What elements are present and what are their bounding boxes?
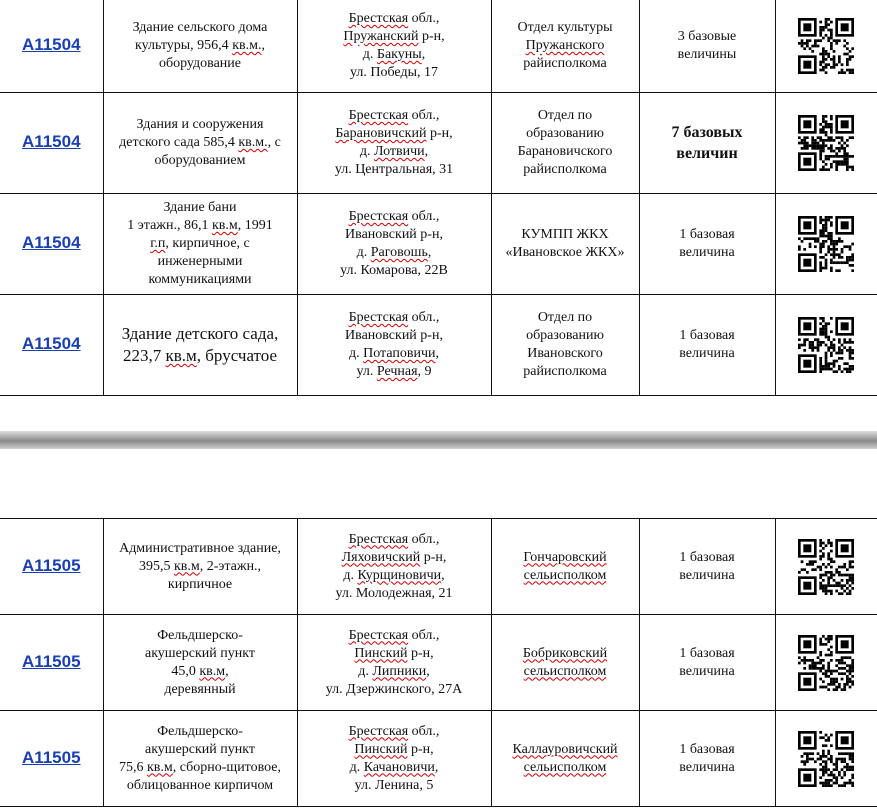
owner-line: Бобриковский — [522, 645, 608, 661]
owner-line: Отдел по — [537, 310, 593, 325]
owner-line: образованию — [526, 126, 604, 141]
object-description-cell — [103, 615, 297, 711]
address-line: ул. Ленина, 5 — [354, 777, 434, 793]
object-description-line: Фельдшерско- — [157, 627, 243, 643]
address-line: д. Курщиновичи, — [343, 567, 445, 583]
object-description-line: Здание бани — [163, 200, 237, 215]
owner-line: Барановичского — [517, 144, 613, 159]
qr-cell — [775, 93, 877, 194]
price-line: величина — [679, 346, 735, 361]
object-description-line: Фельдшерско- — [157, 723, 243, 739]
qr-code-icon — [798, 115, 854, 171]
address-line: Брестская обл., — [348, 531, 440, 547]
qr-code-icon — [798, 317, 854, 373]
object-description-line: Административное здание, — [119, 540, 281, 556]
table-row — [0, 93, 877, 194]
owner-line: Гончаровский — [523, 549, 607, 565]
address-cell — [297, 295, 491, 396]
price-line: 1 базовая — [679, 328, 735, 343]
object-description-line: Здания и сооружения — [136, 117, 264, 132]
lot-code-link[interactable]: A11504 — [21, 233, 81, 252]
address-line: Ляховичский р-н, — [341, 549, 447, 565]
price-line: 7 базовых — [671, 124, 743, 141]
table-row — [0, 519, 877, 615]
owner-line: сельисполком — [523, 663, 607, 679]
table-row — [0, 615, 877, 711]
lot-code-link[interactable]: A11505 — [21, 555, 81, 575]
qr-cell — [775, 295, 877, 396]
object-description-cell — [103, 194, 297, 295]
lot-code-cell — [0, 295, 103, 396]
address-line: д. Качановичи, — [349, 759, 439, 775]
object-description-cell — [103, 711, 297, 807]
address-cell — [297, 615, 491, 711]
address-line: д. Потаповичи, — [349, 346, 439, 361]
lot-code-link[interactable]: A11504 — [21, 35, 81, 54]
owner-line: сельисполком — [523, 759, 607, 775]
address-cell — [297, 711, 491, 807]
price-cell — [639, 615, 775, 711]
address-line: Ивановский р-н, — [345, 328, 443, 343]
owner-cell — [491, 0, 639, 93]
object-description-line: акушерский пункт — [144, 741, 256, 757]
owner-line: райисполкома — [523, 162, 607, 177]
address-cell — [297, 93, 491, 194]
address-cell — [297, 0, 491, 93]
address-line: Пинский р-н, — [354, 741, 434, 757]
address-line: д. Липники, — [358, 663, 430, 679]
listing-table-2 — [0, 518, 877, 807]
table-body-2 — [0, 519, 877, 807]
price-cell — [639, 0, 775, 93]
address-line: ул. Комарова, 22В — [340, 263, 448, 278]
address-line: д. Лотвичи, — [359, 144, 429, 159]
price-line: 1 базовая — [679, 645, 735, 661]
table-row — [0, 194, 877, 295]
address-line: ул. Центральная, 31 — [334, 162, 454, 177]
owner-line: «Ивановское ЖКХ» — [505, 245, 625, 260]
address-line: Брестская обл., — [348, 310, 440, 325]
address-line: ул. Речная, 9 — [356, 364, 432, 379]
price-line: величина — [679, 245, 735, 260]
lot-code-cell — [0, 0, 103, 93]
object-description-line: культуры, 956,4 кв.м., — [135, 38, 265, 53]
price-line: величины — [677, 47, 737, 62]
table-row — [0, 295, 877, 396]
object-description-line: Здание детского сада, — [121, 324, 279, 343]
owner-line: Отдел культуры — [517, 20, 613, 35]
owner-line: Пружанского — [525, 38, 605, 53]
object-description-line: 1 этажн., 86,1 кв.м, 1991 — [127, 218, 273, 233]
owner-cell — [491, 711, 639, 807]
owner-line: Ивановского — [527, 346, 603, 361]
table-body-1 — [0, 0, 877, 396]
object-description-cell — [103, 93, 297, 194]
object-description-line: облицованное кирпичом — [126, 777, 274, 793]
price-line: величина — [679, 567, 735, 583]
lot-code-cell — [0, 519, 103, 615]
owner-line: образованию — [526, 328, 604, 343]
table-row — [0, 711, 877, 807]
page-break-divider — [0, 431, 877, 449]
price-cell — [639, 295, 775, 396]
price-line: 1 базовая — [679, 227, 735, 242]
price-cell — [639, 711, 775, 807]
lot-code-link[interactable]: A11504 — [21, 334, 81, 353]
object-description-cell — [103, 519, 297, 615]
object-description-cell — [103, 0, 297, 93]
price-line: величина — [679, 663, 735, 679]
object-description-line: инженерными — [157, 254, 243, 269]
price-line: 3 базовые — [677, 29, 737, 44]
qr-code-icon — [798, 539, 854, 595]
address-line: ул. Молодежная, 21 — [335, 585, 453, 601]
price-cell — [639, 194, 775, 295]
address-line: Брестская обл., — [348, 627, 440, 643]
qr-code-icon — [798, 635, 854, 691]
listing-table-1 — [0, 0, 877, 396]
price-line: 1 базовая — [679, 549, 735, 565]
owner-line: райисполкома — [523, 56, 607, 71]
address-line: Брестская обл., — [348, 11, 440, 26]
qr-cell — [775, 0, 877, 93]
qr-cell — [775, 711, 877, 807]
price-line: величина — [679, 759, 735, 775]
object-description-cell — [103, 295, 297, 396]
qr-cell — [775, 194, 877, 295]
address-cell — [297, 194, 491, 295]
owner-line: Каллауровичский — [512, 741, 618, 757]
object-description-line: 75,6 кв.м, сборно-щитовое, — [118, 759, 282, 775]
address-line: Пинский р-н, — [354, 645, 434, 661]
qr-code-icon — [798, 216, 854, 272]
table-row — [0, 0, 877, 93]
object-description-line: коммуникациями — [148, 272, 252, 287]
lot-code-cell — [0, 711, 103, 807]
owner-line: Отдел по — [537, 108, 593, 123]
object-description-line: деревянный — [164, 681, 236, 697]
lot-code-link[interactable]: A11505 — [21, 747, 81, 767]
owner-cell — [491, 295, 639, 396]
address-line: Барановичский р-н, — [335, 126, 453, 141]
owner-cell — [491, 194, 639, 295]
price-cell — [639, 93, 775, 194]
address-line: Брестская обл., — [348, 209, 440, 224]
qr-code-icon — [798, 731, 854, 787]
object-description-line: 395,5 кв.м, 2-этажн., — [138, 558, 262, 574]
address-line: ул. Победы, 17 — [350, 65, 438, 80]
lot-code-cell — [0, 93, 103, 194]
object-description-line: Здание сельского дома — [132, 20, 268, 35]
address-line: Брестская обл., — [348, 723, 440, 739]
lot-code-cell — [0, 194, 103, 295]
qr-cell — [775, 615, 877, 711]
lot-code-link[interactable]: A11504 — [21, 132, 81, 151]
qr-cell — [775, 519, 877, 615]
owner-line: райисполкома — [523, 364, 607, 379]
object-description-line: кирпичное — [167, 576, 233, 592]
price-line: 1 базовая — [679, 741, 735, 757]
address-cell — [297, 519, 491, 615]
owner-line: сельисполком — [523, 567, 607, 583]
owner-cell — [491, 615, 639, 711]
qr-code-icon — [798, 18, 854, 74]
object-description-line: г.п, кирпичное, с — [150, 236, 250, 251]
object-description-line: детского сада 585,4 кв.м., с — [119, 135, 281, 150]
address-line: Пружанский р-н, — [343, 29, 445, 44]
object-description-line: 223,7 кв.м, брусчатое — [122, 346, 278, 365]
owner-line: КУМПП ЖКХ — [521, 227, 609, 242]
address-line: ул. Дзержинского, 27А — [325, 681, 463, 697]
object-description-line: 45,0 кв.м, — [171, 663, 229, 679]
address-line: д. Раговошь, — [356, 245, 432, 260]
lot-code-cell — [0, 615, 103, 711]
price-cell — [639, 519, 775, 615]
owner-cell — [491, 93, 639, 194]
object-description-line: оборудование — [158, 56, 242, 71]
object-description-line: акушерский пункт — [144, 645, 256, 661]
address-line: Брестская обл., — [348, 108, 440, 123]
object-description-line: оборудованием — [154, 153, 246, 168]
address-line: Ивановский р-н, — [345, 227, 443, 242]
owner-cell — [491, 519, 639, 615]
address-line: д. Бакуны, — [362, 47, 426, 62]
price-line: величин — [676, 145, 738, 162]
lot-code-link[interactable]: A11505 — [21, 651, 81, 671]
